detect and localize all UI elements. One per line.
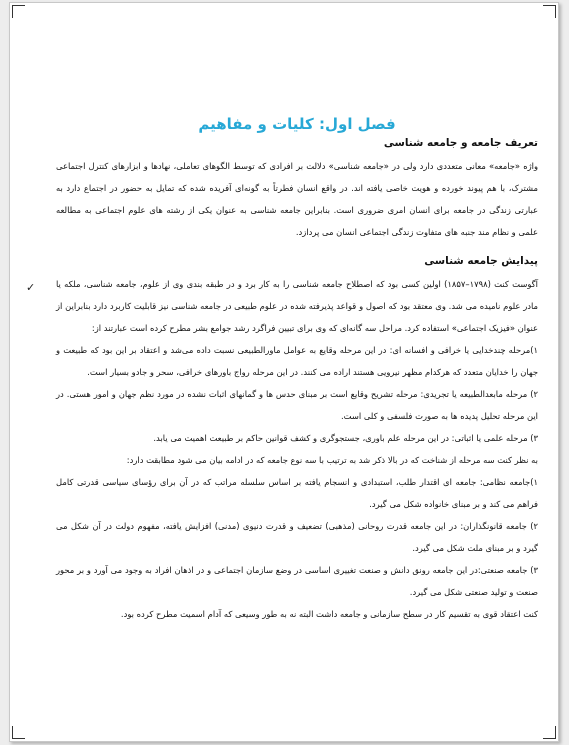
stage-3-paragraph: ۳) مرحله علمی یا اثباتی: در این مرحله علم باوری، جستجوگری و کشف قوانین حاکم بر طبیعت اهمیت می یابد. [153, 433, 538, 443]
chapter-title: فصل اول: کلیات و مفاهیم [198, 115, 396, 133]
section-title-origin: پیدایش جامعه شناسی [424, 255, 538, 267]
document-page [9, 2, 559, 742]
society-2-paragraph: ۲) جامعه قانونگذاران: در این جامعه قدرت روحانی (مذهبی) تضعیف و قدرت دنیوی (مدنی) افزایش یافته، مفهوم دولت در آن شکل می گیرد و بر مبنای ملت شکل می گیرد. [56, 521, 538, 553]
society-3-paragraph: ۳) جامعه صنعتی:در این جامعه رونق دانش و صنعت تغییری اساسی در وضع سازمان اجتماعی و در اذهان افراد به وجود می آورد و بر محور صنعت و تولید صنعتی شکل می گیرد. [56, 565, 538, 597]
crop-mark-top-right [543, 5, 556, 18]
page-content [56, 115, 538, 625]
definition-paragraph: واژه «جامعه» معانی متعددی دارد ولی در «جامعه شناسی» دلالت بر افرادی که توسط الگوهای تعاملی، نهادها و ابزارهای کنترل اجتماعی مشترک، با هم پیوند خورده و هویت خاصی یافته اند. در واقع انسان فطرتاً به گونه‌ای آفریده شده که تمایل به حضور در اجتماع دارد به عبارتی زندگی در جامعه برای انسان امری ضروری است. بنابراین جامعه شناسی به عنوان یکی از رشته های علوم اجتماعی به مطالعه علمی و نظام مند جنبه های متفاوت زندگی اجتماعی انسان می پردازد. [56, 161, 538, 237]
checkmark-icon: ✓ [26, 281, 36, 294]
stage-2-paragraph: ۲) مرحله مابعدالطبیعه یا تجریدی: مرحله تشریح وقایع است بر مبنای حدس ها و گمانهای اثبات نشده در مورد نظم جهان و امور هستی. در این مرحله تحلیل پدیده ها به صورت فلسفی و کلی است. [56, 389, 538, 421]
bridge-paragraph: به نظر کنت سه مرحله از شناخت که در بالا ذکر شد به ترتیب با سه نوع جامعه که در ادامه بیان می شود مطابقت دارد: [126, 455, 538, 465]
crop-mark-bottom-left [12, 726, 25, 739]
origin-intro-paragraph: آگوست کنت (۱۷۹۸–۱۸۵۷) اولین کسی بود که اصطلاح جامعه شناسی را به کار برد و در طبقه بندی وی از علوم، جامعه شناسی، ملکه یا مادر علوم نامیده می شد. وی معتقد بود که اصول و قواعد پذیرفته شده در علوم طبیعی در جامعه شناسی نیز قابلیت کاربرد دارد بنابراین از عنوان «فیزیک اجتماعی» استفاده کرد. مراحل سه گانه‌ای که وی برای تبیین فراگرد رشد جوامع بشر مطرح کرده است عبارتند از: [56, 279, 538, 333]
closing-paragraph: کنت اعتقاد قوی به تقسیم کار در سطح سازمانی و جامعه داشت البته نه به طور وسیعی که آدام اسمیت مطرح کرده بود. [120, 609, 538, 619]
stage-1-paragraph: ۱)مرحله چندخدایی یا خرافی و افسانه ای: در این مرحله وقایع به عوامل ماورالطبیعی نسبت داده می‌شد و اعتقاد بر این بود که طبیعت و جهان را خدایان متعدد که هرکدام مظهر نیرویی هستند اراده می کنند. در این مرحله رواج باورهای خرافی، سحر و جادو بسیار است. [56, 345, 538, 377]
section-title-definition: تعریف جامعه و جامعه شناسی [383, 137, 538, 149]
crop-mark-bottom-right [543, 726, 556, 739]
crop-mark-top-left [12, 5, 25, 18]
society-1-paragraph: ۱)جامعه نظامی: جامعه ای اقتدار طلب، استبدادی و انسجام یافته بر اساس سلسله مراتب که در آن برای رؤسای سیاسی قدرتی کامل فراهم می کند و بر مبنای خانواده شکل می گیرد. [56, 477, 538, 509]
